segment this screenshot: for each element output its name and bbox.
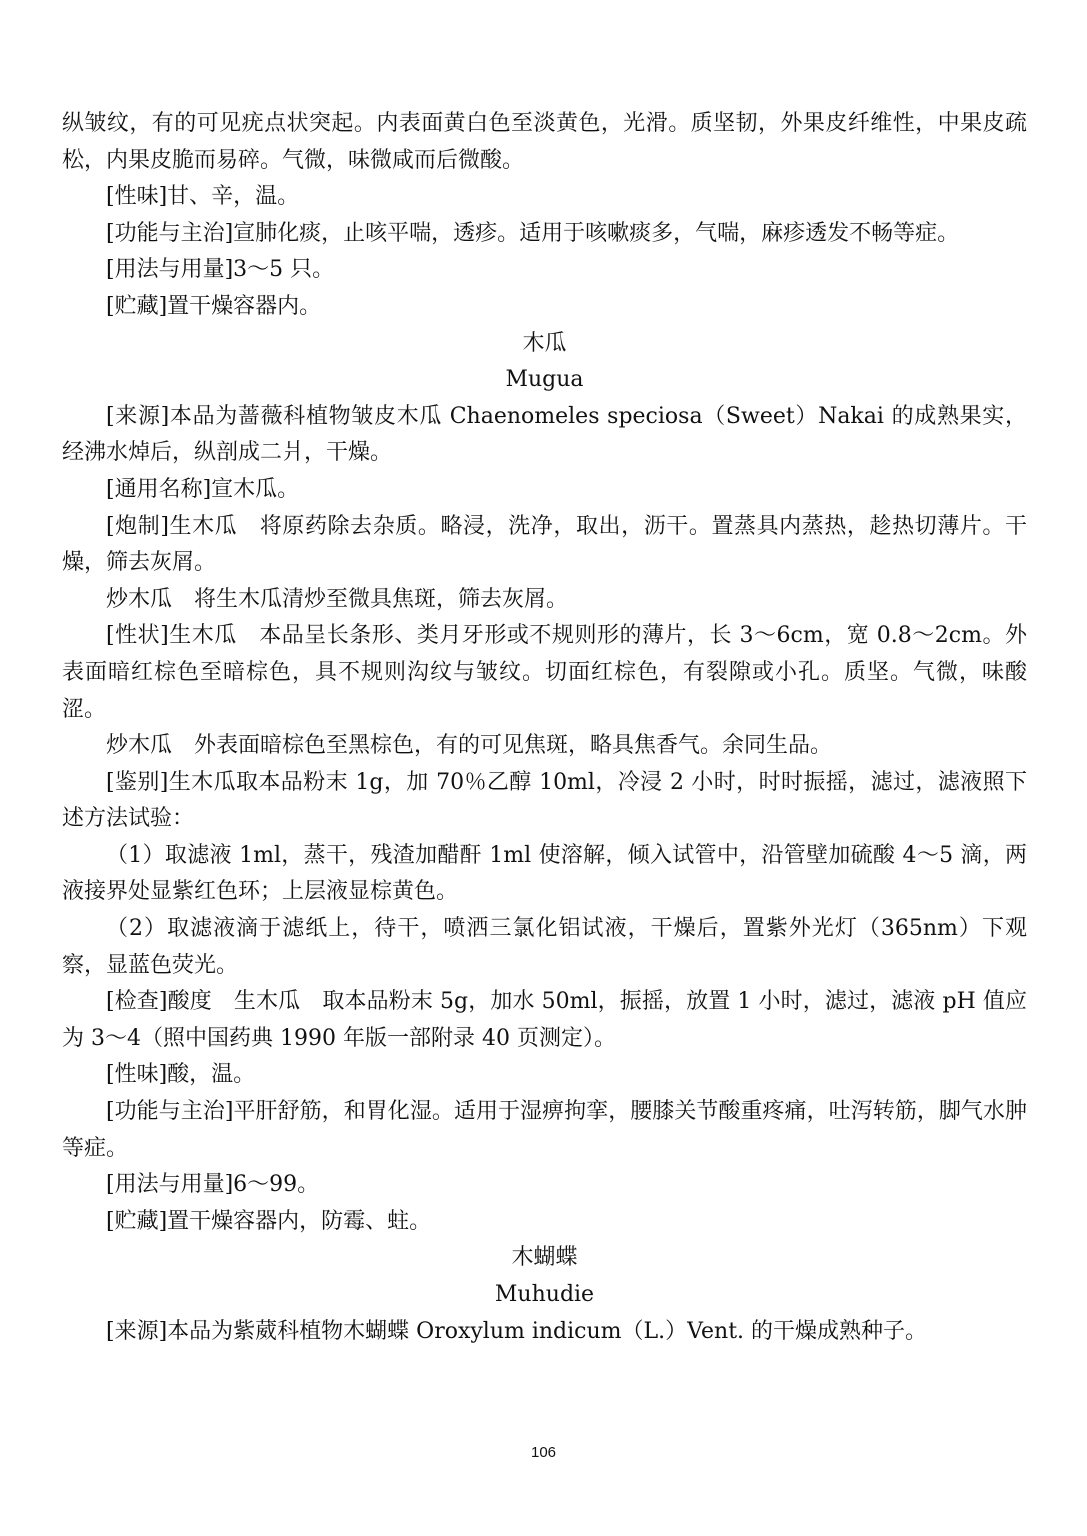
paragraph: 炒木瓜 将生木瓜清炒至微具焦斑，筛去灰屑。	[106, 586, 569, 612]
paragraph: 纵皱纹，有的可见疣点状突起。内表面黄白色至淡黄色，光滑。质坚韧，外果皮纤维性，中果皮疏松，内果皮脆而易碎。气微，味微咸而后微酸。	[62, 111, 1027, 173]
page-number: 106	[530, 1444, 557, 1461]
paragraph: （2）取滤液滴于滤纸上，待干，喷洒三氯化铝试液，干燥后，置紫外光灯（365nm）下观察，显蓝色荧光。	[62, 916, 1027, 978]
paragraph: [贮藏]置干燥容器内。	[106, 293, 322, 319]
paragraph: [用法与用量]6～99。	[106, 1172, 320, 1198]
paragraph: [炮制]生木瓜 将原药除去杂质。略浸，洗净，取出，沥干。置蒸具内蒸热，趁热切薄片。干燥，筛去灰屑。	[62, 513, 1027, 576]
paragraph: [鉴别]生木瓜取本品粉末 1g，加 70％乙醇 10ml，冷浸 2 小时，时时振摇，滤过，滤液照下述方法试验：	[62, 769, 1027, 832]
paragraph: [用法与用量]3～5 只。	[106, 257, 335, 283]
paragraph: [性味]酸，温。	[106, 1062, 256, 1088]
section-heading: 木蝴蝶	[511, 1245, 578, 1271]
section-heading: 木瓜	[522, 330, 567, 356]
paragraph: [来源]本品为紫葳科植物木蝴蝶 Oroxylum indicum（L.）Vent. 的干燥成熟种子。	[106, 1318, 928, 1344]
document-body	[62, 106, 1027, 1350]
paragraph: [功能与主治]宣肺化痰，止咳平喘，透疹。适用于咳嗽痰多，气喘，麻疹透发不畅等症。	[106, 220, 960, 246]
paragraph: [来源]本品为蔷薇科植物皱皮木瓜 Chaenomeles speciosa（Sweet）Nakai 的成熟果实，经沸水焯后，纵剖成二爿，干燥。	[62, 403, 1027, 466]
paragraph: [通用名称]宣木瓜。	[106, 476, 300, 502]
paragraph: [功能与主治]平肝舒筋，和胃化湿。适用于湿痹拘挛，腰膝关节酸重疼痛，吐泻转筋，脚气水肿等症。	[62, 1099, 1027, 1161]
paragraph: [贮藏]置干燥容器内，防霉、蛀。	[106, 1208, 432, 1234]
section-heading: Muhudie	[494, 1282, 595, 1307]
paragraph: [检查]酸度 生木瓜 取本品粉末 5g，加水 50ml，振摇，放置 1 小时，滤过，滤液 pH 值应为 3～4（照中国药典 1990 年版一部附录 40 页测定）。	[62, 989, 1027, 1051]
paragraph: 炒木瓜 外表面暗棕色至黑棕色，有的可见焦斑，略具焦香气。余同生品。	[106, 733, 833, 759]
paragraph: [性味]甘、辛，温。	[106, 184, 300, 210]
paragraph: （1）取滤液 1ml，蒸干，残渣加醋酐 1ml 使溶解，倾入试管中，沿管壁加硫酸 4～5 滴，两液接界处显紫红色环；上层液显棕黄色。	[62, 842, 1027, 905]
paragraph: [性状]生木瓜 本品呈长条形、类月牙形或不规则形的薄片，长 3～6cm，宽 0.8～2cm。外表面暗红棕色至暗棕色，具不规则沟纹与皱纹。切面红棕色，有裂隙或小孔。质坚。气微，味酸涩。	[62, 623, 1027, 722]
section-heading: Mugua	[505, 367, 584, 393]
